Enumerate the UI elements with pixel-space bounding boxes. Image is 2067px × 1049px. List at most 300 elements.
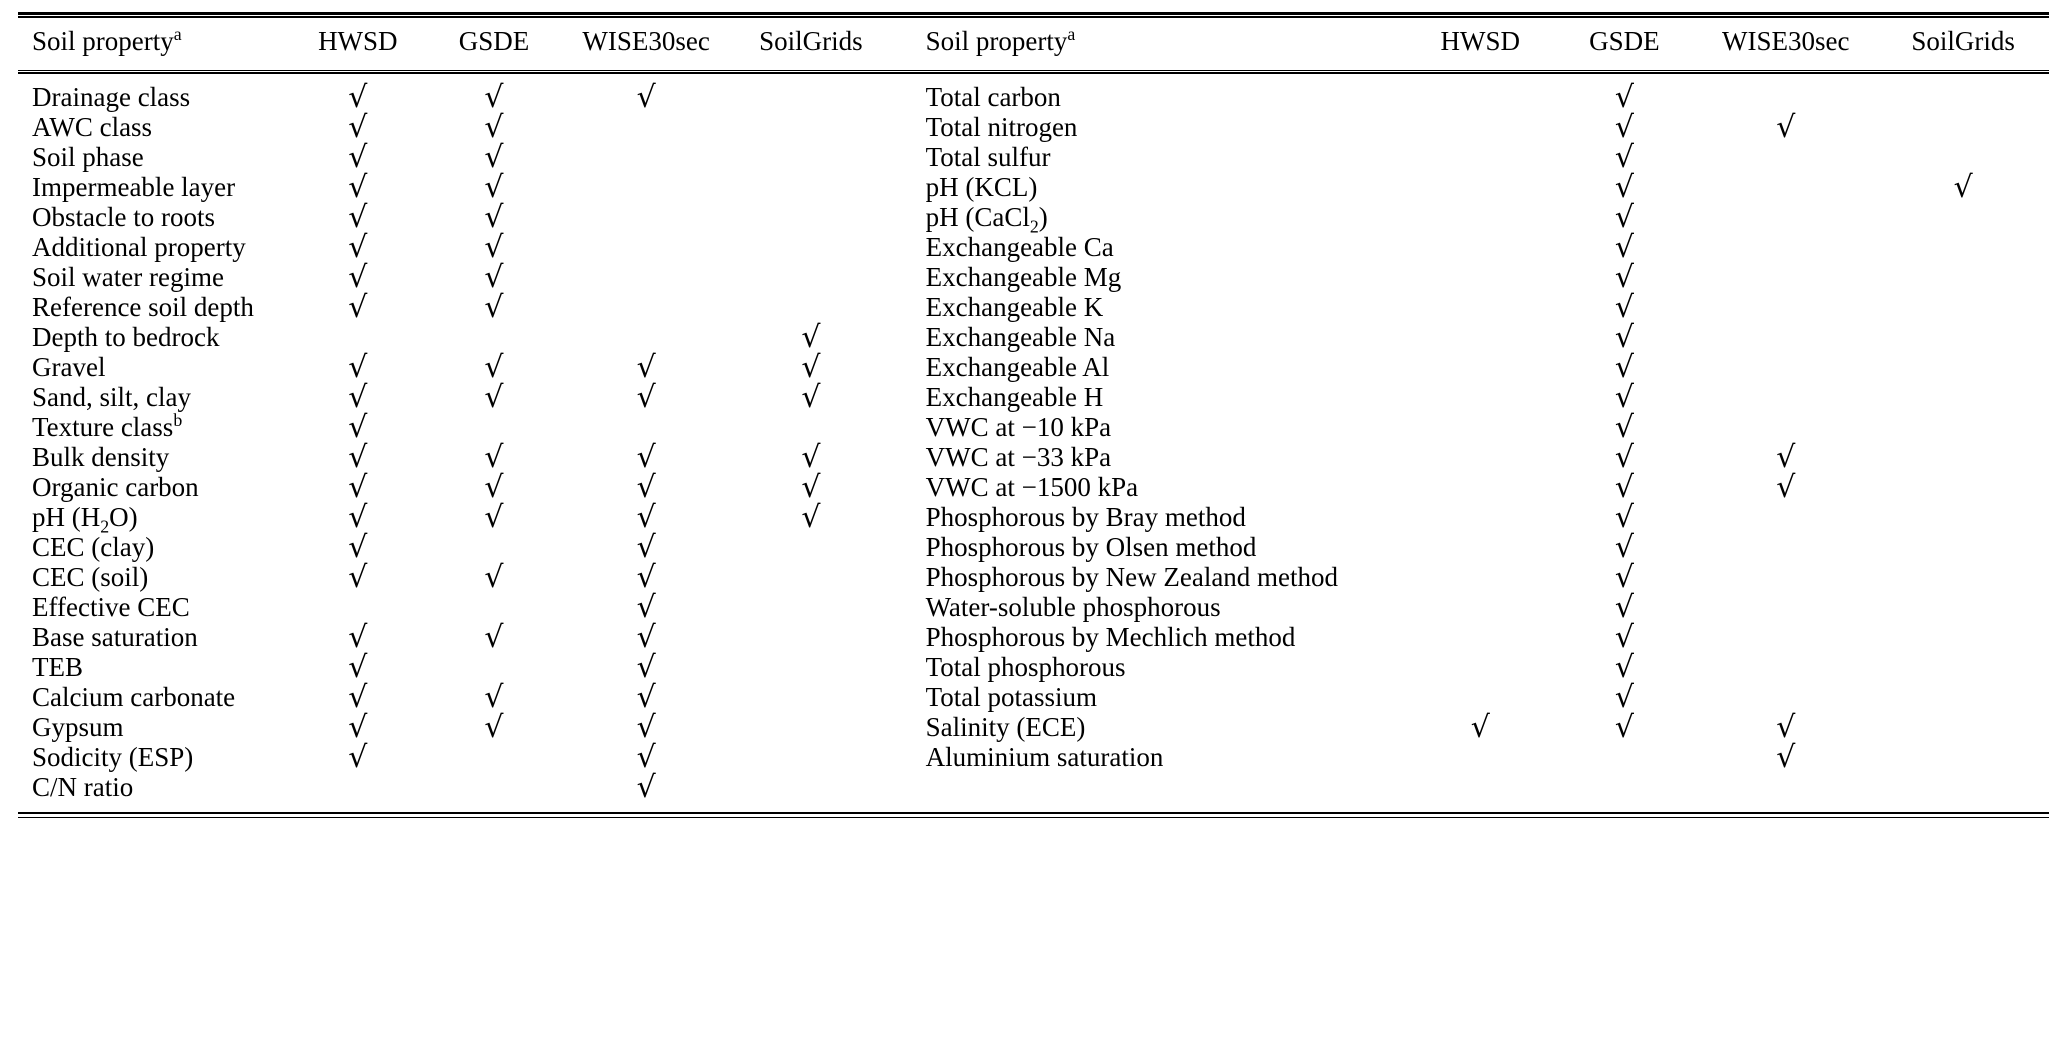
check-icon: √ [1470,710,1490,745]
cell-wise30sec-left [561,530,730,565]
property-name-cell-left [18,322,289,352]
cell-wise30sec-right [1694,142,1877,172]
row-gap [891,622,912,652]
property-name-cell-right [912,322,1406,352]
check-icon: √ [348,530,368,565]
check-icon: √ [484,680,504,715]
row-gap [891,202,912,232]
check-icon: √ [1614,530,1634,565]
property-name-cell-left [18,232,289,262]
property-name-cell-left [18,622,289,652]
property-name-right: Aluminium saturation [925,742,1164,772]
cell-hwsd-right [1406,772,1555,802]
cell-wise30sec-right [1694,352,1877,382]
cell-soilgrids-right [1877,442,2049,472]
cell-gsde-right [1555,230,1695,265]
check-icon: √ [801,470,821,505]
check-icon: √ [1776,710,1796,745]
cell-wise30sec-right [1694,440,1877,475]
property-name-cell-left [18,82,289,112]
cell-soilgrids-right [1877,142,2049,172]
property-name-cell-right [912,472,1406,502]
property-name-right: Exchangeable Mg [925,262,1122,292]
row-gap [891,352,912,382]
cell-gsde-left [426,500,561,535]
cell-hwsd-left [289,380,426,415]
header-soil-property-left-label: Soil property [32,26,174,56]
property-name-left: CEC (soil) [32,562,149,592]
cell-hwsd-right [1406,112,1555,142]
cell-wise30sec-right [1694,202,1877,232]
property-name-cell-left [18,112,289,142]
check-icon: √ [1614,170,1634,205]
cell-soilgrids-left [731,592,891,622]
header-row [18,18,2049,67]
property-name-right: Total nitrogen [925,112,1078,142]
check-icon: √ [348,500,368,535]
cell-soilgrids-left [731,320,891,355]
check-icon: √ [1614,260,1634,295]
cell-gsde-left [426,592,561,622]
cell-wise30sec-left [561,440,730,475]
property-name-cell-right [912,232,1406,262]
property-name-cell-left [18,712,289,742]
property-name-cell-left [18,262,289,292]
cell-gsde-right [1555,290,1695,325]
property-name-right: Exchangeable Ca [925,232,1114,262]
cell-soilgrids-right [1877,352,2049,382]
table-row [18,322,2049,352]
property-name-left: Gravel [32,352,106,382]
property-name-cell-right [912,292,1406,322]
cell-wise30sec-left [561,232,730,262]
cell-gsde-right [1555,772,1695,802]
property-name-left: C/N ratio [32,772,134,802]
property-name-left: Bulk density [32,442,170,472]
cell-wise30sec-left [561,80,730,115]
table-rule-header-inner [18,72,2049,74]
cell-hwsd-left [289,170,426,205]
table-body [18,80,2049,805]
cell-gsde-left [426,440,561,475]
check-icon: √ [484,500,504,535]
cell-gsde-left [426,350,561,385]
property-name-right: Water-soluble phosphorous [925,592,1221,622]
check-icon: √ [484,620,504,655]
cell-gsde-right [1555,620,1695,655]
cell-wise30sec-right [1694,232,1877,262]
cell-soilgrids-right [1877,292,2049,322]
cell-soilgrids-right [1877,170,2049,205]
header-hwsd-right: HWSD [1440,26,1521,56]
cell-soilgrids-right [1877,532,2049,562]
cell-gsde-right [1555,650,1695,685]
check-icon: √ [636,770,656,805]
property-name-left: Reference soil depth [32,292,254,322]
check-icon: √ [1614,470,1634,505]
table-rule-bottom-inner [18,812,2049,814]
check-icon: √ [1614,110,1634,145]
cell-gsde-right [1555,80,1695,115]
check-icon: √ [801,350,821,385]
cell-hwsd-right [1406,710,1555,745]
row-gap [891,322,912,352]
property-name-cell-left [18,652,289,682]
cell-soilgrids-left [731,202,891,232]
cell-soilgrids-right [1877,232,2049,262]
cell-hwsd-left [289,772,426,802]
cell-soilgrids-left [731,562,891,592]
check-icon: √ [484,380,504,415]
cell-gsde-right [1555,590,1695,625]
cell-wise30sec-left [561,590,730,625]
cell-wise30sec-left [561,350,730,385]
cell-soilgrids-right [1877,652,2049,682]
table-row [18,412,2049,442]
property-name-left: AWC class [32,112,153,142]
cell-wise30sec-left [561,560,730,595]
cell-gsde-left [426,80,561,115]
cell-hwsd-left [289,470,426,505]
cell-wise30sec-right [1694,172,1877,202]
check-icon: √ [801,320,821,355]
cell-hwsd-left [289,440,426,475]
table-row [18,652,2049,682]
check-icon: √ [636,470,656,505]
cell-hwsd-right [1406,262,1555,292]
cell-hwsd-left [289,140,426,175]
property-name-right: VWC at −33 kPa [925,442,1112,472]
table-row [18,172,2049,202]
cell-hwsd-right [1406,592,1555,622]
cell-soilgrids-left [731,172,891,202]
table-rule-bottom-outer [18,817,2049,818]
table-header [18,18,2049,67]
check-icon: √ [484,110,504,145]
check-icon: √ [636,80,656,115]
property-name-cell-right [912,592,1406,622]
cell-hwsd-right [1406,562,1555,592]
cell-hwsd-left [289,592,426,622]
check-icon: √ [801,500,821,535]
property-name-right: Exchangeable K [925,292,1104,322]
check-icon: √ [348,440,368,475]
cell-gsde-left [426,200,561,235]
property-name-cell-left [18,592,289,622]
cell-wise30sec-left [561,112,730,142]
check-icon: √ [484,200,504,235]
check-icon: √ [1614,320,1634,355]
cell-hwsd-left [289,322,426,352]
check-icon: √ [636,740,656,775]
property-name-left: Soil phase [32,142,144,172]
soil-property-table-container [0,12,2067,1049]
header-soilgrids-left: SoilGrids [759,26,863,56]
table-row [18,472,2049,502]
property-name-left: Sodicity (ESP) [32,742,194,772]
row-gap [891,142,912,172]
header-wise30sec-right: WISE30sec [1722,26,1850,56]
cell-gsde-right [1555,530,1695,565]
table-row [18,82,2049,112]
check-icon: √ [484,470,504,505]
cell-gsde-right [1555,710,1695,745]
cell-wise30sec-right [1694,682,1877,712]
cell-hwsd-left [289,530,426,565]
property-name-right: Phosphorous by Mechlich method [925,622,1296,652]
check-icon: √ [636,530,656,565]
cell-hwsd-left [289,680,426,715]
check-icon: √ [348,560,368,595]
property-name-cell-right [912,412,1406,442]
header-gsde-right: GSDE [1589,26,1660,56]
cell-wise30sec-left [561,380,730,415]
cell-wise30sec-right [1694,382,1877,412]
property-name-cell-right [912,202,1406,237]
cell-hwsd-left [289,200,426,235]
cell-soilgrids-right [1877,112,2049,142]
cell-hwsd-left [289,80,426,115]
check-icon: √ [636,620,656,655]
cell-gsde-left [426,652,561,682]
cell-hwsd-right [1406,172,1555,202]
cell-hwsd-left [289,410,426,445]
row-gap [891,532,912,562]
cell-soilgrids-left [731,470,891,505]
cell-wise30sec-left [561,322,730,352]
check-icon: √ [1614,200,1634,235]
cell-wise30sec-right [1694,562,1877,592]
cell-wise30sec-right [1694,470,1877,505]
property-name-left: Gypsum [32,712,124,742]
cell-wise30sec-right [1694,532,1877,562]
row-gap [891,82,912,112]
check-icon: √ [1953,170,1973,205]
row-gap [891,442,912,472]
cell-soilgrids-left [731,682,891,712]
check-icon: √ [484,710,504,745]
check-icon: √ [1614,590,1634,625]
cell-hwsd-left [289,110,426,145]
table-row [18,112,2049,142]
property-name-cell-left [18,772,289,802]
cell-soilgrids-left [731,350,891,385]
property-name-left: Additional property [32,232,246,262]
property-name-right: Phosphorous by Olsen method [925,532,1257,562]
check-icon: √ [484,350,504,385]
table-rule-top-outer [18,12,2049,15]
cell-hwsd-right [1406,682,1555,712]
property-name-right: Total phosphorous [925,652,1126,682]
property-name-cell-right [912,742,1406,772]
cell-gsde-left [426,260,561,295]
cell-wise30sec-left [561,470,730,505]
property-name-right: Phosphorous by Bray method [925,502,1246,532]
check-icon: √ [1614,80,1634,115]
cell-soilgrids-right [1877,82,2049,112]
check-icon: √ [636,350,656,385]
cell-hwsd-right [1406,292,1555,322]
cell-soilgrids-right [1877,562,2049,592]
property-name-left: Base saturation [32,622,198,652]
cell-wise30sec-left [561,650,730,685]
cell-gsde-left [426,322,561,352]
cell-hwsd-right [1406,412,1555,442]
cell-soilgrids-right [1877,202,2049,232]
cell-wise30sec-right [1694,652,1877,682]
cell-soilgrids-left [731,112,891,142]
cell-wise30sec-left [561,412,730,442]
cell-soilgrids-left [731,232,891,262]
cell-gsde-left [426,110,561,145]
cell-gsde-right [1555,410,1695,445]
cell-hwsd-left [289,260,426,295]
property-name-right: Total sulfur [925,142,1051,172]
cell-soilgrids-right [1877,502,2049,532]
cell-hwsd-right [1406,352,1555,382]
cell-hwsd-left [289,650,426,685]
cell-wise30sec-left [561,172,730,202]
property-name-left: CEC (clay) [32,532,155,562]
table-row [18,712,2049,742]
cell-gsde-left [426,772,561,802]
property-name-cell-right [912,112,1406,142]
check-icon: √ [484,260,504,295]
cell-soilgrids-left [731,712,891,742]
table-row [18,532,2049,562]
check-icon: √ [348,710,368,745]
cell-gsde-left [426,230,561,265]
property-name-left: Texture class$^b$ [32,410,183,442]
check-icon: √ [1614,650,1634,685]
check-icon: √ [1614,710,1634,745]
property-name-cell-left [18,682,289,712]
check-icon: √ [1614,560,1634,595]
check-icon: √ [1614,290,1634,325]
header-soil-property-right [912,18,1406,67]
property-name-right: pH (CaCl$_2$) [925,202,1048,237]
check-icon: √ [484,230,504,265]
cell-wise30sec-right [1694,502,1877,532]
header-soil-property-right-label: Soil property [925,26,1068,56]
cell-soilgrids-right [1877,412,2049,442]
soil-property-table-body [18,80,2049,805]
cell-hwsd-right [1406,532,1555,562]
check-icon: √ [1776,470,1796,505]
table-row [18,202,2049,232]
check-icon: √ [1614,440,1634,475]
cell-hwsd-left [289,620,426,655]
check-icon: √ [484,560,504,595]
check-icon: √ [348,200,368,235]
table-row [18,292,2049,322]
check-icon: √ [1614,410,1634,445]
property-name-cell-right [912,652,1406,682]
cell-wise30sec-left [561,770,730,805]
check-icon: √ [484,440,504,475]
check-icon: √ [484,170,504,205]
check-icon: √ [1614,350,1634,385]
property-name-cell-right [912,772,1406,802]
row-gap [891,712,912,742]
cell-gsde-right [1555,350,1695,385]
check-icon: √ [348,170,368,205]
header-hwsd-left: HWSD [318,26,398,56]
cell-wise30sec-left [561,292,730,322]
cell-gsde-right [1555,680,1695,715]
check-icon: √ [348,260,368,295]
row-gap [891,682,912,712]
check-icon: √ [1614,680,1634,715]
property-name-cell-left [18,742,289,772]
property-name-cell-right [912,262,1406,292]
cell-wise30sec-right [1694,292,1877,322]
cell-hwsd-right [1406,742,1555,772]
property-name-cell-left [18,172,289,202]
check-icon: √ [348,140,368,175]
cell-hwsd-right [1406,442,1555,472]
check-icon: √ [636,590,656,625]
cell-hwsd-right [1406,202,1555,232]
property-name-cell-left [18,532,289,562]
table-row [18,382,2049,412]
cell-soilgrids-left [731,772,891,802]
cell-wise30sec-right [1694,592,1877,622]
cell-wise30sec-right [1694,262,1877,292]
property-name-cell-right [912,622,1406,652]
property-name-cell-right [912,712,1406,742]
property-name-right: pH (KCL) [925,172,1038,202]
cell-hwsd-right [1406,622,1555,652]
property-name-left: Soil water regime [32,262,224,292]
property-name-right: Total potassium [925,682,1097,712]
cell-wise30sec-right [1694,772,1877,802]
cell-wise30sec-left [561,142,730,172]
table-row [18,742,2049,772]
check-icon: √ [348,410,368,445]
property-name-right: Exchangeable Al [925,352,1110,382]
cell-hwsd-left [289,230,426,265]
row-gap [891,592,912,622]
cell-gsde-left [426,560,561,595]
cell-soilgrids-left [731,440,891,475]
cell-hwsd-left [289,710,426,745]
cell-gsde-left [426,710,561,745]
property-name-cell-right [912,532,1406,562]
table-row [18,682,2049,712]
property-name-cell-left [18,502,289,537]
check-icon: √ [636,650,656,685]
cell-gsde-right [1555,320,1695,355]
property-name-cell-left [18,292,289,322]
property-name-cell-left [18,142,289,172]
cell-soilgrids-left [731,532,891,562]
cell-hwsd-right [1406,82,1555,112]
cell-soilgrids-right [1877,622,2049,652]
cell-gsde-left [426,140,561,175]
property-name-right: VWC at −1500 kPa [925,472,1139,502]
row-gap [891,232,912,262]
property-name-left: pH $(H_2O)$ [32,502,138,537]
check-icon: √ [1614,500,1634,535]
property-name-cell-left [18,382,289,412]
property-name-left: Sand, silt, clay [32,382,191,412]
property-name-right: Exchangeable Na [925,322,1116,352]
row-gap [891,172,912,202]
property-name-left: Calcium carbonate [32,682,236,712]
cell-gsde-right [1555,380,1695,415]
row-gap [891,112,912,142]
